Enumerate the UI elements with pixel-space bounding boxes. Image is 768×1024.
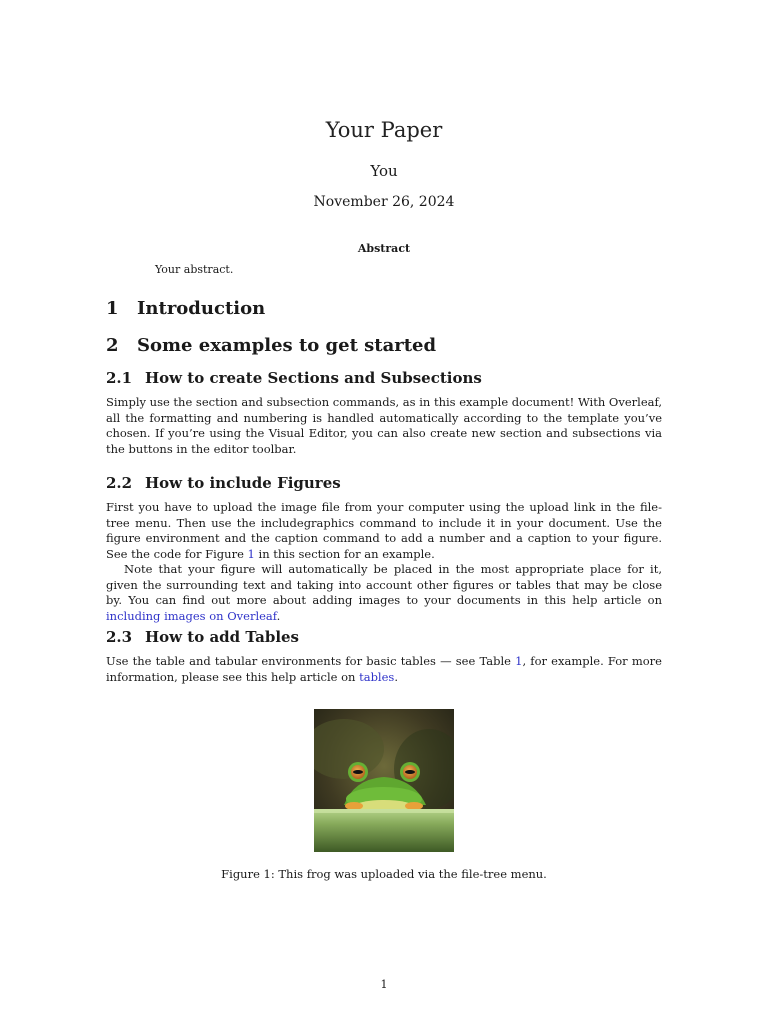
subsection-number: 2.3 <box>106 628 133 646</box>
subsection-title: How to create Sections and Subsections <box>145 369 482 387</box>
paragraph-figures <box>106 500 662 624</box>
subsection-heading-figures <box>106 474 341 492</box>
section-title: Introduction <box>137 298 266 319</box>
subsection-number: 2.2 <box>106 474 133 492</box>
section-number: 1 <box>106 298 119 319</box>
table-reference-link[interactable]: 1 <box>515 654 523 668</box>
paper-title: Your Paper <box>325 118 443 142</box>
subsection-number: 2.1 <box>106 369 133 387</box>
abstract-text: Your abstract. <box>155 263 234 276</box>
paragraph-text: Note that your figure will automatically be placed in the most appropriate place for it, given the surrounding text and taking into account other figures or tables that may be close by. You can find out more about adding images to your documents in this help article on including images on Overleaf. <box>106 562 662 623</box>
paragraph-sections <box>106 395 662 457</box>
paragraph-text: First you have to upload the image file from your computer using the upload link in the file-tree menu. Then use the includegraphics command to include it in your document. Use the figure environment and the caption command to add a number and a caption to your figure. See the code for Figure 1 in this section for an example. <box>106 500 662 561</box>
subsection-heading-tables <box>106 628 299 646</box>
section-title: Some examples to get started <box>137 335 437 356</box>
subsection-heading-sections <box>106 369 482 387</box>
tables-help-link[interactable]: tables <box>359 669 395 684</box>
section-heading-introduction <box>106 298 265 319</box>
section-number: 2 <box>106 335 119 356</box>
section-heading-examples <box>106 335 436 356</box>
figure-reference-link[interactable]: 1 <box>247 546 255 561</box>
figure-caption: Figure 1: This frog was uploaded via the file-tree menu. <box>221 867 547 881</box>
paper-author: You <box>370 162 398 180</box>
paragraph-text: Use the table and tabular environments for basic tables — see Table 1, for example. For more information, please see this help article on tables. <box>106 654 662 684</box>
frog-photo <box>314 709 454 852</box>
abstract-heading: Abstract <box>357 242 411 255</box>
paragraph-tables <box>106 654 662 685</box>
page-number: 1 <box>380 978 388 991</box>
paper-date: November 26, 2024 <box>313 194 455 210</box>
overleaf-images-help-link[interactable]: including images on Overleaf <box>106 608 277 623</box>
subsection-title: How to include Figures <box>145 474 341 492</box>
paragraph-text: Simply use the section and subsection commands, as in this example document! With Overleaf, all the formatting and numbering is handled automatically according to the template you’ve chosen. If you’re using the Visual Editor, you can also create new section and subsections via the buttons in the editor toolbar. <box>106 395 662 456</box>
subsection-title: How to add Tables <box>145 628 300 646</box>
